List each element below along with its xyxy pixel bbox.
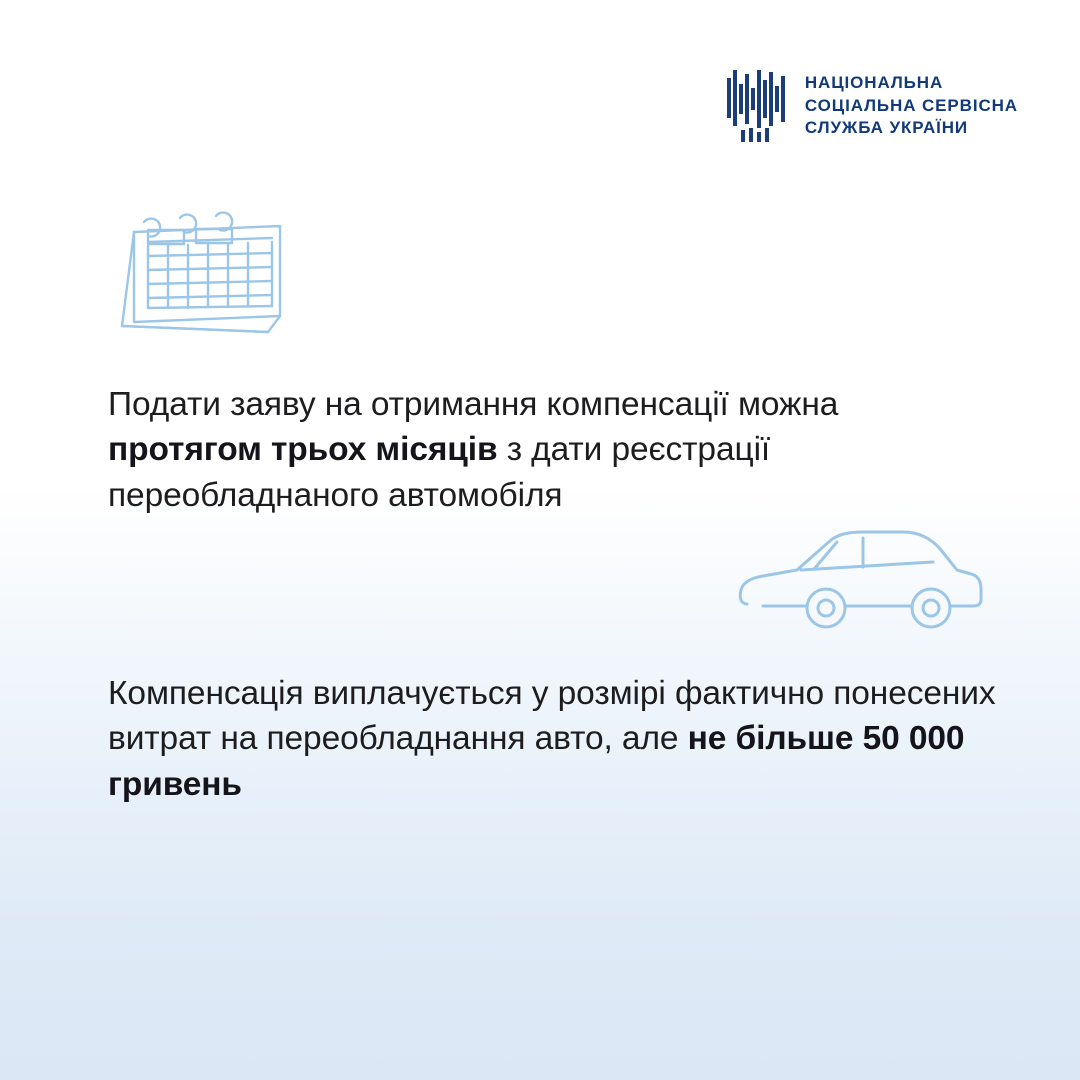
statement-1-text-before: Подати заяву на отримання компенсації можна [108,385,839,423]
car-icon [735,520,985,640]
statement-1-text-after: з дати реєстрації переобладнаного автомобіля [108,431,771,515]
organization-name-line-3: СЛУЖБА УКРАЇНИ [804,118,969,138]
statement-1-highlight: протягом трьох місяців [108,431,498,469]
organization-logo [727,70,1018,142]
statement-block-1 [108,382,918,520]
organization-name-line-1: НАЦІОНАЛЬНА [804,73,944,93]
organization-name [805,72,1018,139]
nssu-barcode-mark-icon [727,70,789,142]
organization-name-line-2: СОЦІАЛЬНА СЕРВІСНА [804,95,1018,115]
statement-2-highlight: не більше 50 000 гривень [108,720,965,804]
calendar-icon [104,198,300,338]
statement-block-2 [108,671,998,809]
statement-2-text-before: Компенсація виплачується у розмірі фактично понесених витрат на переобладнання авто, але [108,674,996,758]
